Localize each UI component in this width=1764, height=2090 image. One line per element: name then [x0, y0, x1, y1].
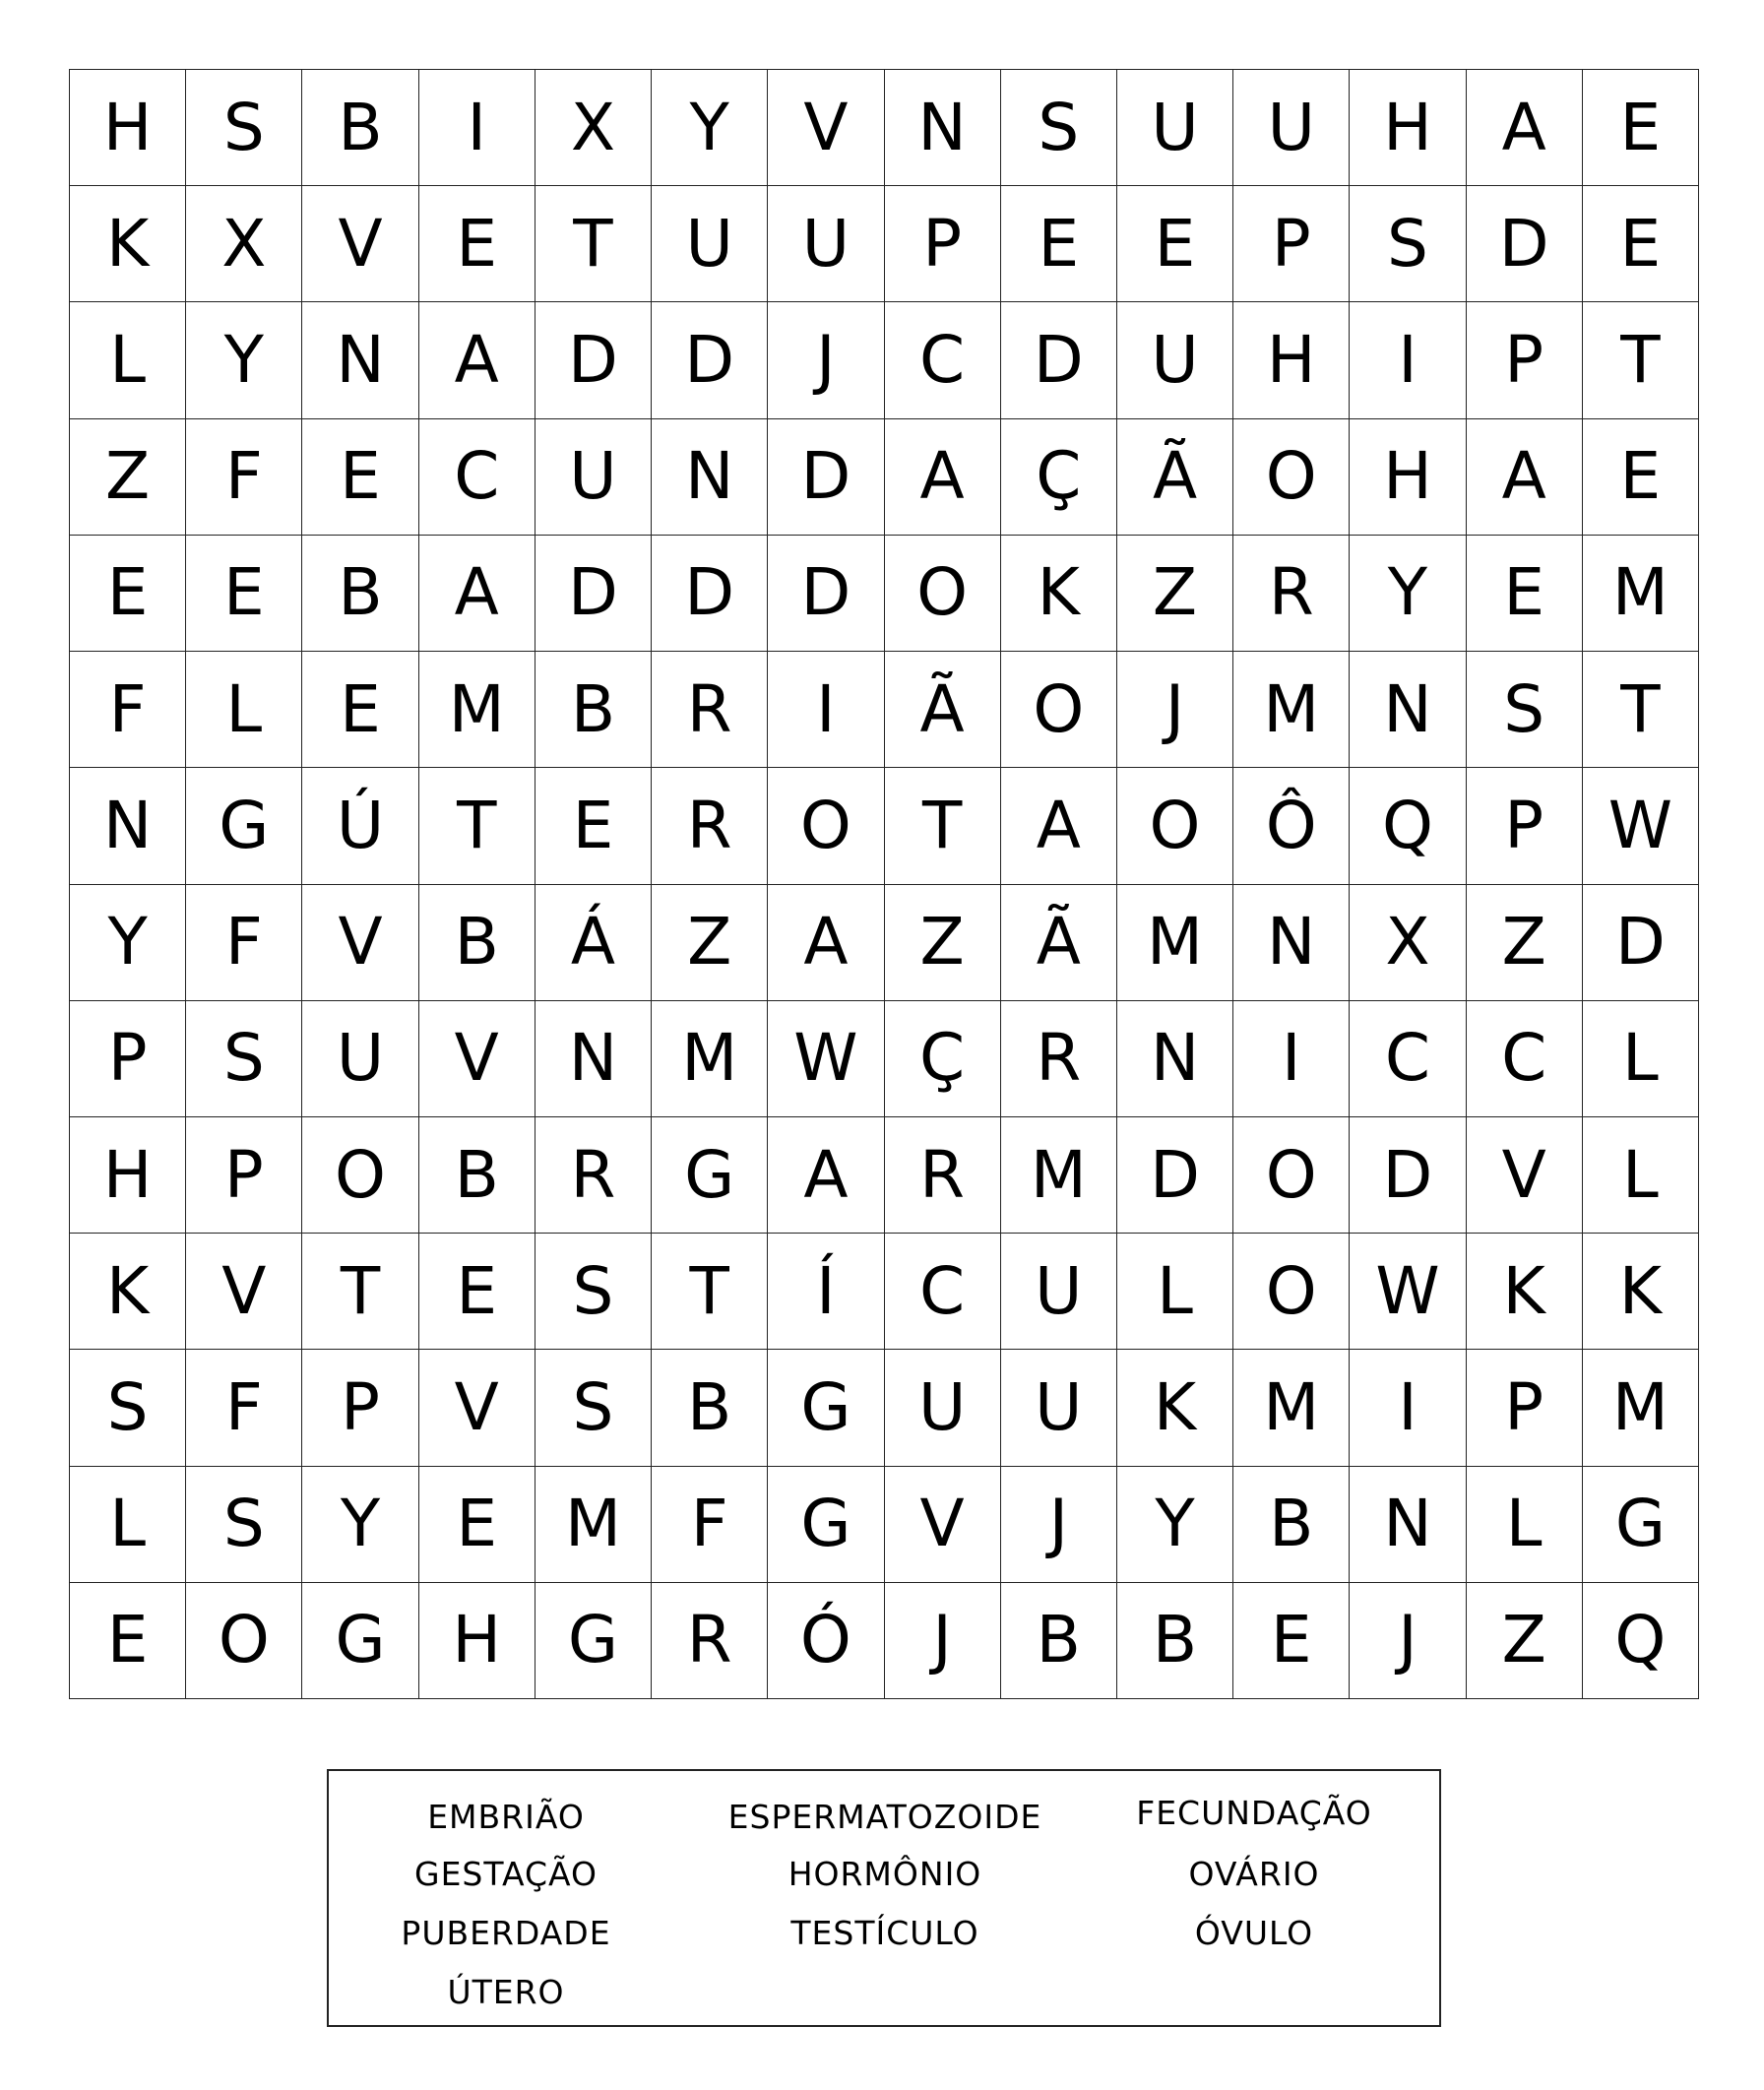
grid-cell[interactable]: N — [1350, 1467, 1466, 1583]
grid-cell[interactable]: V — [302, 186, 418, 302]
grid-cell[interactable]: S — [186, 1467, 302, 1583]
grid-cell[interactable]: U — [1001, 1350, 1117, 1466]
grid-cell[interactable]: M — [1583, 536, 1699, 652]
grid-cell[interactable]: T — [419, 768, 536, 884]
grid-cell[interactable]: A — [419, 536, 536, 652]
grid-cell[interactable]: H — [1350, 70, 1466, 186]
grid-cell[interactable]: E — [1001, 186, 1117, 302]
grid-cell[interactable]: R — [1001, 1001, 1117, 1117]
grid-cell[interactable]: W — [1350, 1234, 1466, 1350]
grid-cell[interactable]: L — [70, 302, 186, 418]
grid-cell[interactable]: Ú — [302, 768, 418, 884]
grid-cell[interactable]: A — [1001, 768, 1117, 884]
word-bank-item: PUBERDADE — [401, 1914, 611, 1952]
grid-cell[interactable]: I — [1350, 302, 1466, 418]
grid-cell[interactable]: K — [1001, 536, 1117, 652]
grid-cell[interactable]: R — [1233, 536, 1350, 652]
word-bank-item: TESTÍCULO — [790, 1914, 979, 1952]
grid-cell[interactable]: J — [1001, 1467, 1117, 1583]
word-bank-item: GESTAÇÃO — [414, 1855, 598, 1893]
grid-cell[interactable]: S — [1001, 70, 1117, 186]
grid-cell[interactable]: Z — [1117, 536, 1233, 652]
word-bank — [327, 1769, 1441, 2027]
grid-cell[interactable]: X — [1350, 885, 1466, 1001]
grid-cell[interactable]: N — [302, 302, 418, 418]
word-bank-item: OVÁRIO — [1188, 1855, 1320, 1893]
grid-cell[interactable]: V — [419, 1001, 536, 1117]
grid-cell[interactable]: T — [1583, 652, 1699, 768]
grid-cell[interactable]: M — [652, 1001, 768, 1117]
grid-cell[interactable]: L — [1467, 1467, 1583, 1583]
grid-cell[interactable]: D — [536, 536, 652, 652]
grid-cell[interactable]: J — [1350, 1583, 1466, 1699]
grid-cell[interactable]: O — [885, 536, 1001, 652]
grid-cell[interactable]: L — [186, 652, 302, 768]
grid-cell[interactable]: B — [419, 885, 536, 1001]
grid-cell[interactable]: X — [186, 186, 302, 302]
grid-cell[interactable]: H — [70, 1117, 186, 1234]
grid-cell[interactable]: J — [1117, 652, 1233, 768]
grid-cell[interactable]: F — [70, 652, 186, 768]
grid-cell[interactable]: M — [1117, 885, 1233, 1001]
grid-cell[interactable]: G — [186, 768, 302, 884]
grid-cell[interactable]: K — [1117, 1350, 1233, 1466]
grid-cell[interactable]: G — [536, 1583, 652, 1699]
grid-cell[interactable]: B — [1233, 1467, 1350, 1583]
grid-cell[interactable]: Z — [652, 885, 768, 1001]
grid-cell[interactable]: J — [885, 1583, 1001, 1699]
grid-cell[interactable]: C — [885, 1234, 1001, 1350]
grid-cell[interactable]: Y — [652, 70, 768, 186]
word-bank-item: FECUNDAÇÃO — [1136, 1794, 1372, 1832]
grid-cell[interactable]: R — [652, 652, 768, 768]
grid-cell[interactable]: M — [1001, 1117, 1117, 1234]
grid-cell[interactable]: P — [1467, 768, 1583, 884]
grid-cell[interactable]: E — [302, 419, 418, 536]
grid-cell[interactable]: E — [419, 1234, 536, 1350]
grid-cell[interactable]: L — [1583, 1001, 1699, 1117]
grid-cell[interactable]: I — [768, 652, 884, 768]
grid-cell[interactable]: V — [768, 70, 884, 186]
grid-cell[interactable]: U — [1001, 1234, 1117, 1350]
grid-cell[interactable]: G — [1583, 1467, 1699, 1583]
grid-cell[interactable]: T — [302, 1234, 418, 1350]
grid-cell[interactable]: M — [1583, 1350, 1699, 1466]
grid-cell[interactable]: P — [1467, 1350, 1583, 1466]
grid-cell[interactable]: I — [419, 70, 536, 186]
grid-cell[interactable]: K — [70, 186, 186, 302]
grid-cell[interactable]: N — [536, 1001, 652, 1117]
grid-cell[interactable]: S — [186, 70, 302, 186]
grid-cell[interactable]: O — [1233, 1117, 1350, 1234]
grid-cell[interactable]: M — [536, 1467, 652, 1583]
grid-cell[interactable]: Z — [1467, 1583, 1583, 1699]
grid-cell[interactable]: Ô — [1233, 768, 1350, 884]
grid-cell[interactable]: Y — [302, 1467, 418, 1583]
grid-cell[interactable]: S — [186, 1001, 302, 1117]
grid-cell[interactable]: F — [186, 1350, 302, 1466]
grid-cell[interactable]: K — [1583, 1234, 1699, 1350]
grid-cell[interactable]: N — [652, 419, 768, 536]
grid-cell[interactable]: H — [419, 1583, 536, 1699]
grid-cell[interactable]: R — [652, 768, 768, 884]
grid-cell[interactable]: E — [536, 768, 652, 884]
grid-cell[interactable]: V — [186, 1234, 302, 1350]
grid-cell[interactable]: E — [1117, 186, 1233, 302]
grid-cell[interactable]: C — [1350, 1001, 1466, 1117]
grid-cell[interactable]: K — [70, 1234, 186, 1350]
grid-cell[interactable]: Ç — [1001, 419, 1117, 536]
grid-cell[interactable]: Ã — [885, 652, 1001, 768]
grid-cell[interactable]: Z — [70, 419, 186, 536]
grid-cell[interactable]: O — [1233, 1234, 1350, 1350]
grid-cell[interactable]: G — [302, 1583, 418, 1699]
grid-cell[interactable]: P — [186, 1117, 302, 1234]
grid-cell[interactable]: G — [768, 1467, 884, 1583]
grid-cell[interactable]: E — [1233, 1583, 1350, 1699]
grid-cell[interactable]: S — [1467, 652, 1583, 768]
grid-cell[interactable]: I — [1350, 1350, 1466, 1466]
grid-cell[interactable]: A — [768, 885, 884, 1001]
grid-cell[interactable]: S — [1350, 186, 1466, 302]
grid-cell[interactable]: U — [1117, 70, 1233, 186]
grid-cell[interactable]: U — [652, 186, 768, 302]
grid-cell[interactable]: U — [302, 1001, 418, 1117]
grid-cell[interactable]: E — [70, 1583, 186, 1699]
grid-cell[interactable]: P — [1467, 302, 1583, 418]
grid-cell[interactable]: C — [1467, 1001, 1583, 1117]
grid-cell[interactable]: Ç — [885, 1001, 1001, 1117]
grid-cell[interactable]: D — [1467, 186, 1583, 302]
grid-cell[interactable]: M — [419, 652, 536, 768]
grid-cell[interactable]: D — [1350, 1117, 1466, 1234]
grid-cell[interactable]: V — [885, 1467, 1001, 1583]
grid-cell[interactable]: Ã — [1001, 885, 1117, 1001]
grid-cell[interactable]: M — [1233, 652, 1350, 768]
grid-cell[interactable]: Ã — [1117, 419, 1233, 536]
grid-cell[interactable]: Z — [1467, 885, 1583, 1001]
grid-cell[interactable]: Q — [1583, 1583, 1699, 1699]
grid-cell[interactable]: R — [652, 1583, 768, 1699]
grid-cell[interactable]: F — [186, 419, 302, 536]
grid-cell[interactable]: S — [536, 1350, 652, 1466]
grid-cell[interactable]: N — [885, 70, 1001, 186]
grid-cell[interactable]: Z — [885, 885, 1001, 1001]
grid-cell[interactable]: S — [536, 1234, 652, 1350]
grid-cell[interactable]: N — [1117, 1001, 1233, 1117]
grid-cell[interactable]: E — [419, 186, 536, 302]
grid-cell[interactable]: E — [1583, 186, 1699, 302]
grid-cell[interactable]: U — [536, 419, 652, 536]
grid-cell[interactable]: U — [885, 1350, 1001, 1466]
word-search-grid — [69, 69, 1699, 1699]
grid-cell[interactable]: A — [1467, 419, 1583, 536]
grid-cell[interactable]: G — [652, 1117, 768, 1234]
grid-cell[interactable]: B — [1117, 1583, 1233, 1699]
grid-cell[interactable]: E — [1583, 70, 1699, 186]
grid-cell[interactable]: W — [1583, 768, 1699, 884]
grid-cell[interactable]: F — [186, 885, 302, 1001]
grid-cell[interactable]: N — [1233, 885, 1350, 1001]
grid-cell[interactable]: T — [536, 186, 652, 302]
grid-cell[interactable]: M — [1233, 1350, 1350, 1466]
grid-cell[interactable]: B — [419, 1117, 536, 1234]
word-bank-item: ÓVULO — [1194, 1914, 1314, 1952]
grid-cell[interactable]: V — [419, 1350, 536, 1466]
grid-cell[interactable]: Y — [186, 302, 302, 418]
word-bank-item: HORMÔNIO — [788, 1855, 982, 1893]
grid-cell[interactable]: D — [1001, 302, 1117, 418]
grid-cell[interactable]: Y — [1117, 1467, 1233, 1583]
grid-cell[interactable]: D — [768, 419, 884, 536]
grid-cell[interactable]: P — [885, 186, 1001, 302]
grid-cell[interactable]: P — [1233, 186, 1350, 302]
grid-cell[interactable]: S — [70, 1350, 186, 1466]
grid-cell[interactable]: B — [302, 70, 418, 186]
grid-cell[interactable]: L — [70, 1467, 186, 1583]
grid-cell[interactable]: R — [885, 1117, 1001, 1234]
grid-cell[interactable]: H — [1350, 419, 1466, 536]
grid-cell[interactable]: A — [1467, 70, 1583, 186]
grid-cell[interactable]: V — [302, 885, 418, 1001]
grid-cell[interactable]: E — [70, 536, 186, 652]
grid-cell[interactable]: E — [419, 1467, 536, 1583]
grid-cell[interactable]: A — [419, 302, 536, 418]
grid-cell[interactable]: R — [536, 1117, 652, 1234]
grid-cell[interactable]: D — [652, 536, 768, 652]
grid-cell[interactable]: B — [302, 536, 418, 652]
grid-cell[interactable]: Y — [1350, 536, 1466, 652]
grid-cell[interactable]: D — [652, 302, 768, 418]
grid-cell[interactable]: O — [1001, 652, 1117, 768]
grid-cell[interactable]: F — [652, 1467, 768, 1583]
grid-cell[interactable]: G — [768, 1350, 884, 1466]
grid-cell[interactable]: C — [885, 302, 1001, 418]
grid-cell[interactable]: K — [1467, 1234, 1583, 1350]
grid-cell[interactable]: D — [536, 302, 652, 418]
grid-cell[interactable]: V — [1467, 1117, 1583, 1234]
grid-cell[interactable]: L — [1117, 1234, 1233, 1350]
grid-cell[interactable]: B — [1001, 1583, 1117, 1699]
grid-cell[interactable]: P — [70, 1001, 186, 1117]
grid-cell[interactable]: E — [302, 652, 418, 768]
grid-cell[interactable]: B — [536, 652, 652, 768]
grid-cell[interactable]: Y — [70, 885, 186, 1001]
grid-cell[interactable]: I — [1233, 1001, 1350, 1117]
grid-cell[interactable]: T — [652, 1234, 768, 1350]
grid-cell[interactable]: A — [885, 419, 1001, 536]
word-bank-item: EMBRIÃO — [427, 1798, 585, 1836]
grid-cell[interactable]: L — [1583, 1117, 1699, 1234]
grid-cell[interactable]: U — [1117, 302, 1233, 418]
grid-cell[interactable]: E — [186, 536, 302, 652]
grid-cell[interactable]: X — [536, 70, 652, 186]
grid-cell[interactable]: B — [652, 1350, 768, 1466]
grid-cell[interactable]: D — [1583, 885, 1699, 1001]
grid-cell[interactable]: Á — [536, 885, 652, 1001]
grid-cell[interactable]: H — [1233, 302, 1350, 418]
grid-cell[interactable]: O — [1233, 419, 1350, 536]
grid-cell[interactable]: T — [885, 768, 1001, 884]
grid-cell[interactable]: N — [70, 768, 186, 884]
grid-cell[interactable]: E — [1583, 419, 1699, 536]
grid-cell[interactable]: W — [768, 1001, 884, 1117]
grid-cell[interactable]: D — [1117, 1117, 1233, 1234]
grid-cell[interactable]: P — [302, 1350, 418, 1466]
grid-cell[interactable]: C — [419, 419, 536, 536]
grid-cell[interactable]: T — [1583, 302, 1699, 418]
grid-cell[interactable]: Ó — [768, 1583, 884, 1699]
grid-cell[interactable]: E — [1467, 536, 1583, 652]
grid-cell[interactable]: H — [70, 70, 186, 186]
grid-cell[interactable]: N — [1350, 652, 1466, 768]
grid-cell[interactable]: O — [768, 768, 884, 884]
grid-cell[interactable]: U — [768, 186, 884, 302]
grid-cell[interactable]: D — [768, 536, 884, 652]
grid-cell[interactable]: A — [768, 1117, 884, 1234]
grid-cell[interactable]: O — [302, 1117, 418, 1234]
grid-cell[interactable]: J — [768, 302, 884, 418]
word-bank-item: ÚTERO — [447, 1973, 565, 2011]
grid-cell[interactable]: Q — [1350, 768, 1466, 884]
word-bank-item: ESPERMATOZOIDE — [727, 1798, 1042, 1836]
grid-cell[interactable]: O — [186, 1583, 302, 1699]
grid-cell[interactable]: O — [1117, 768, 1233, 884]
grid-cell[interactable]: U — [1233, 70, 1350, 186]
grid-cell[interactable]: Í — [768, 1234, 884, 1350]
